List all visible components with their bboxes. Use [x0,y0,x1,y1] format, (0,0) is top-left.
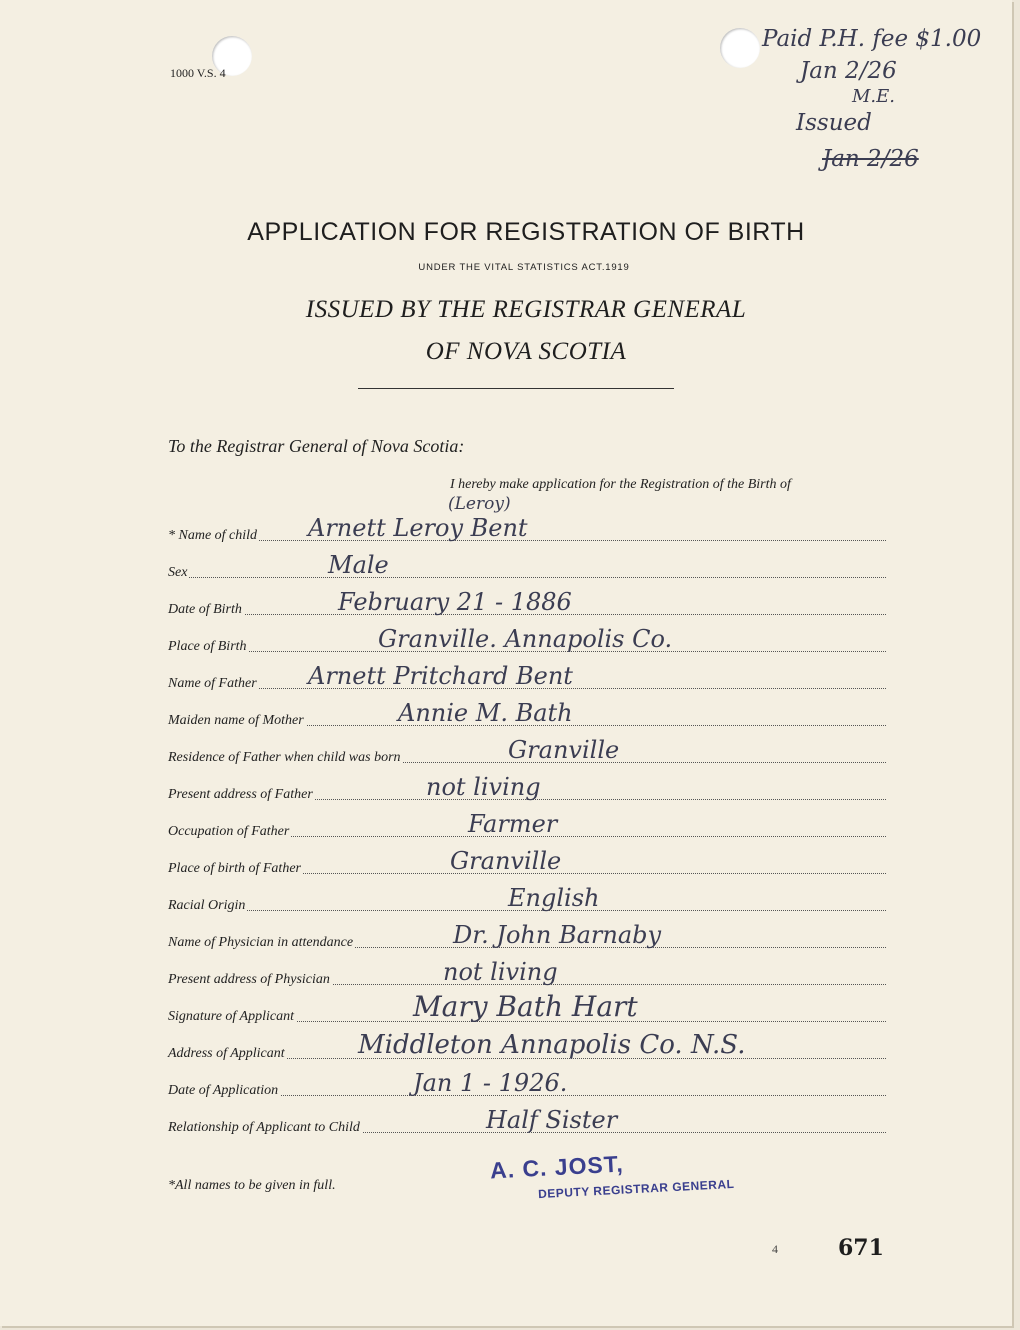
field-label: Name of Father [168,676,257,691]
field-name-of-father [168,662,886,692]
issued-by-line-1: ISSUED BY THE REGISTRAR GENERAL [305,296,747,323]
stamp-title: DEPUTY REGISTRAR GENERAL [537,1176,735,1202]
field-label: Maiden name of Mother [168,713,304,728]
field-sex [168,551,886,581]
field-value: Annie M. Bath [398,699,573,727]
field-label: Place of birth of Father [168,861,301,876]
field-value: not living [443,958,558,986]
field-value: Jan 1 - 1926. [413,1069,568,1097]
field-value: Granville [450,847,562,875]
field-value: Half Sister [486,1106,618,1134]
margin-note-issued-date: Jan 2/26 [822,146,919,172]
footnote: *All names to be given in full. [168,1178,336,1193]
title-divider [358,388,674,389]
field-present-address-of-physician [168,958,886,988]
field-value: Middleton Annapolis Co. N.S. [358,1030,746,1060]
field-value: Granville. Annapolis Co. [378,625,673,653]
field-occupation-of-father [168,810,886,840]
application-statement: I hereby make application for the Registration of the Birth of [450,477,791,492]
punch-hole-right [720,28,760,68]
field-name-of-physician [168,921,886,951]
field-value: Dr. John Barnaby [453,921,662,949]
field-signature-of-applicant [168,990,886,1025]
serial-number: 671 [838,1235,884,1261]
form-number: 1000 V.S. 4 [170,66,226,80]
field-maiden-name-of-mother [168,699,886,729]
field-label: Present address of Physician [168,972,330,987]
field-date-of-birth [168,588,886,618]
margin-note-issued: Issued [796,110,872,136]
field-place-of-birth-of-father [168,847,886,877]
form-subtitle: UNDER THE VITAL STATISTICS ACT.1919 [418,262,630,273]
field-value: Farmer [468,810,558,838]
field-label: Sex [168,565,188,580]
field-name-of-child [168,514,886,544]
field-value: English [508,884,600,912]
field-value: Male [328,551,389,579]
field-label: Relationship of Applicant to Child [168,1120,360,1135]
field-label: Date of Application [168,1083,279,1098]
dotted-line [168,577,886,578]
field-label: Occupation of Father [168,824,290,839]
field-value: Arnett Leroy Bent [308,514,528,542]
field-label: Date of Birth [168,602,242,617]
field-value: not living [426,773,541,801]
field-date-of-application [168,1069,886,1099]
field-value: Granville [508,736,620,764]
field-residence-of-father [168,736,886,766]
issued-by-line-2: OF NOVA SCOTIA [425,338,627,365]
margin-note-initials: M.E. [852,86,896,107]
field-value: Mary Bath Hart [413,990,638,1023]
field-label: Place of Birth [168,639,247,654]
form-title: APPLICATION FOR REGISTRATION OF BIRTH [247,218,805,246]
field-label: Residence of Father when child was born [168,750,401,765]
salutation: To the Registrar General of Nova Scotia: [168,436,465,456]
stamp-name: A. C. JOST, [489,1150,625,1184]
field-label: * Name of child [168,528,258,543]
field-label: Name of Physician in attendance [168,935,354,950]
margin-note-date: Jan 2/26 [800,58,897,84]
field-value: February 21 - 1886 [338,588,572,616]
name-insertion: (Leroy) [448,494,511,514]
field-label: Present address of Father [168,787,313,802]
field-racial-origin [168,884,886,914]
field-label: Signature of Applicant [168,1009,294,1024]
corner-mark: 4 [772,1242,778,1256]
field-address-of-applicant [168,1030,886,1062]
field-relationship-of-applicant [168,1106,886,1136]
field-label: Address of Applicant [168,1046,285,1061]
field-value: Arnett Pritchard Bent [308,662,573,690]
margin-note-paid: Paid P.H. fee $1.00 [762,26,982,52]
field-present-address-of-father [168,773,886,803]
field-label: Racial Origin [168,898,246,913]
field-place-of-birth [168,625,886,655]
